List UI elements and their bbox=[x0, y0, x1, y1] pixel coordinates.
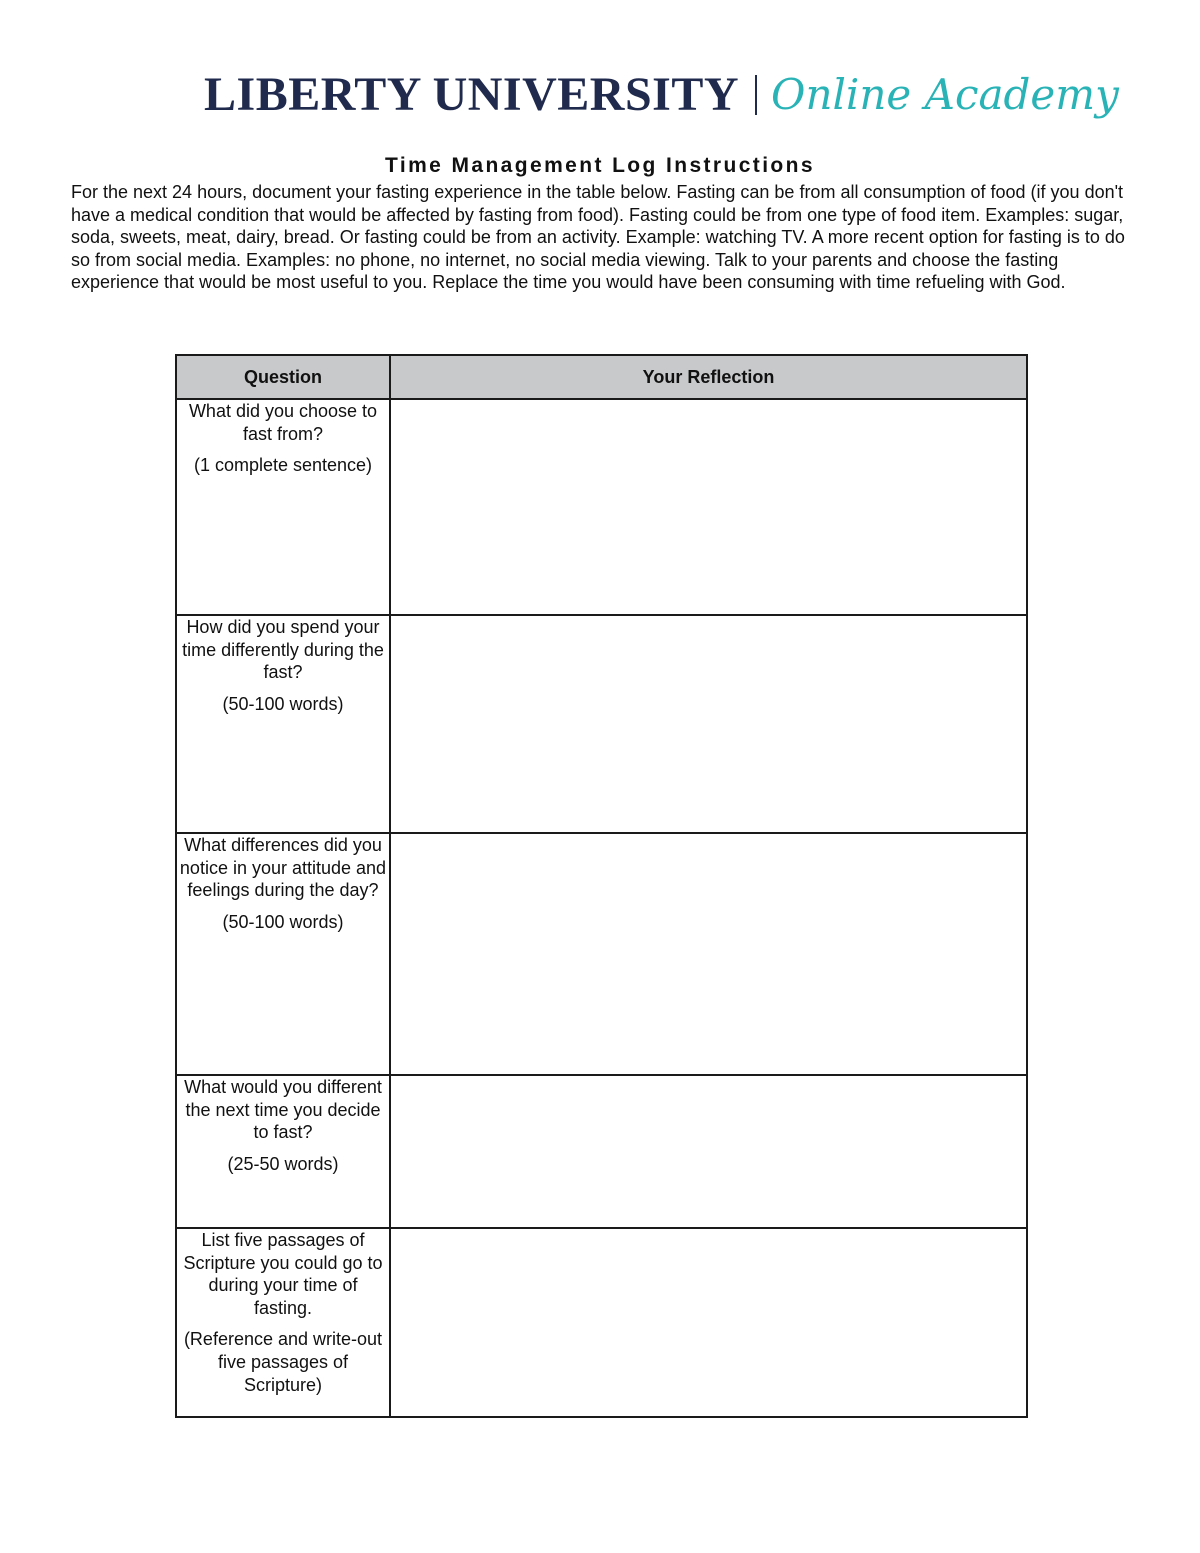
column-header-reflection: Your Reflection bbox=[390, 355, 1027, 399]
table-row bbox=[176, 1075, 1027, 1228]
question-cell bbox=[176, 833, 390, 1075]
reflection-cell[interactable] bbox=[390, 833, 1027, 1075]
table-header-row bbox=[176, 355, 1027, 399]
university-logo bbox=[204, 62, 1119, 128]
question-cell bbox=[176, 615, 390, 833]
logo-subtitle: Online Academy bbox=[771, 70, 1119, 119]
reflection-cell[interactable] bbox=[390, 1228, 1027, 1417]
question-prompt: What differences did you notice in your attitude and feelings during the day? bbox=[179, 835, 387, 901]
logo-wordmark: LIBERTY UNIVERSITY bbox=[204, 68, 740, 121]
question-cell bbox=[176, 399, 390, 615]
question-length-note: (50-100 words) bbox=[222, 693, 344, 714]
question-cell bbox=[176, 1228, 390, 1417]
reflection-cell[interactable] bbox=[390, 615, 1027, 833]
document-title: Time Management Log Instructions bbox=[385, 154, 815, 177]
reflection-cell[interactable] bbox=[390, 399, 1027, 615]
question-length-note: (50-100 words) bbox=[222, 911, 344, 932]
table-row bbox=[176, 1228, 1027, 1417]
reflection-table bbox=[175, 354, 1028, 1418]
logo-divider bbox=[755, 75, 757, 115]
column-header-question: Question bbox=[176, 355, 390, 399]
table-row bbox=[176, 399, 1027, 615]
question-length-note: (25-50 words) bbox=[227, 1153, 339, 1174]
table-row bbox=[176, 833, 1027, 1075]
table-row bbox=[176, 615, 1027, 833]
reflection-cell[interactable] bbox=[390, 1075, 1027, 1228]
question-prompt: List five passages of Scripture you could go to during your time of fasting. bbox=[183, 1230, 383, 1318]
page-header bbox=[0, 62, 1200, 132]
question-prompt: What did you choose to fast from? bbox=[188, 401, 378, 444]
question-cell bbox=[176, 1075, 390, 1228]
question-prompt: How did you spend your time differently during the fast? bbox=[182, 617, 384, 683]
question-prompt: What would you different the next time you decide to fast? bbox=[184, 1077, 382, 1143]
question-length-note: (1 complete sentence) bbox=[193, 455, 373, 476]
instructions-paragraph: For the next 24 hours, document your fasting experience in the table below. Fasting can be from all consumption of food (if you don't have a medical condition that would be affected by fasting from food). Fasting could be from one type of food item. Examples: sugar, soda, sweets, meat, dairy, bread. Or fasting could be from an activity. Example: watching TV. A more recent option for fasting is to do so from social media. Examples: no phone, no internet, no social media viewing. Talk to your parents and choose the fasting experience that would be most useful to you. Replace the time you would have been consuming with time refueling with God. bbox=[71, 182, 1125, 293]
question-length-note: (Reference and write-out five passages of Scripture) bbox=[183, 1329, 383, 1395]
